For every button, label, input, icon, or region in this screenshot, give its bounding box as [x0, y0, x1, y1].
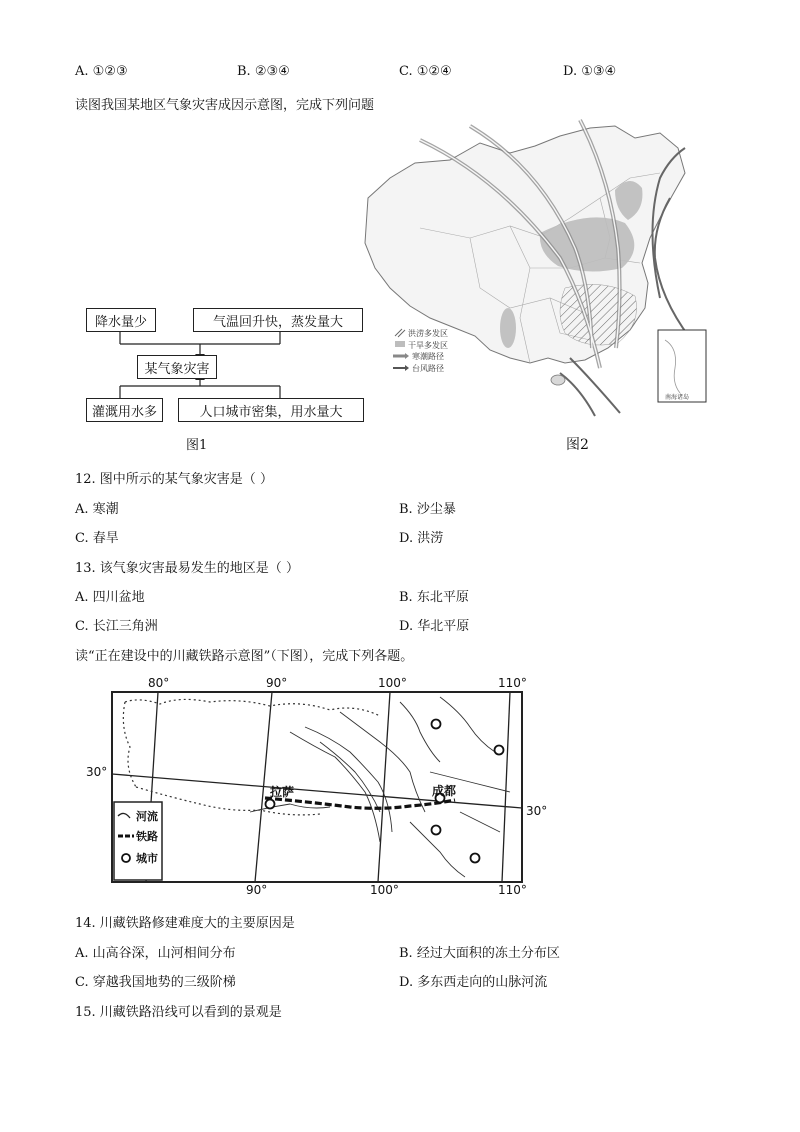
typhoon-path-3	[570, 358, 620, 413]
question-14-stem: 14. 川藏铁路修建难度大的主要原因是	[75, 916, 295, 931]
legend-drought-label: 干旱多发区	[408, 341, 448, 350]
prev-option-a: A. ①②③	[75, 64, 128, 79]
flow-box-disaster: 某气象灾害	[137, 355, 217, 379]
flow-box-irrigation: 灌溉用水多	[86, 398, 163, 422]
city-chengdu-label: 成都	[432, 784, 457, 798]
city-lhasa	[266, 800, 275, 809]
question-12-option-d: D. 洪涝	[399, 531, 444, 546]
flow-box-low-precipitation: 降水量少	[86, 308, 156, 332]
flow-box-fast-warming: 气温回升快，蒸发量大	[193, 308, 363, 332]
top-tick-110: 110°	[498, 676, 527, 690]
question-13-option-c: C. 长江三角洲	[75, 619, 158, 634]
question-14-option-a: A. 山高谷深，山河相间分布	[75, 946, 236, 961]
top-tick-100: 100°	[378, 676, 407, 690]
question-12-option-c: C. 春旱	[75, 531, 119, 546]
inset-label: 南海诸岛	[665, 394, 690, 401]
figure-2-caption: 图2	[566, 437, 589, 453]
city-lhasa-label: 拉萨	[270, 785, 295, 799]
hainan-island	[551, 375, 565, 385]
question-12-option-a: A. 寒潮	[75, 502, 119, 517]
typhoon-path-2	[655, 198, 690, 338]
city-marker-4	[471, 854, 480, 863]
railway-map	[80, 672, 560, 896]
question-15-stem: 15. 川藏铁路沿线可以看到的景观是	[75, 1005, 282, 1020]
drought-zone-southwest	[500, 308, 516, 348]
south-china-sea-inset	[658, 330, 706, 402]
intro-text-2: 读“正在建设中的川藏铁路示意图”（下图），完成下列各题。	[75, 649, 414, 664]
question-14-option-b: B. 经过大面积的冻土分布区	[399, 946, 560, 961]
question-12-stem: 12. 图中所示的某气象灾害是（ ）	[75, 472, 273, 487]
question-13-option-b: B. 东北平原	[399, 590, 469, 605]
prev-option-c: C. ①②④	[399, 64, 452, 79]
bottom-tick-100: 100°	[370, 883, 399, 896]
bottom-tick-90: 90°	[246, 883, 268, 896]
bottom-tick-110: 110°	[498, 883, 527, 896]
legend-railway-label: 铁路	[136, 830, 158, 843]
legend-typhoon-label: 台风路径	[412, 364, 444, 373]
prev-option-d: D. ①③④	[563, 64, 617, 79]
legend-cold-wave-label: 寒潮路径	[412, 352, 444, 361]
city-marker-2	[495, 746, 504, 755]
city-marker-3	[432, 826, 441, 835]
prev-option-b: B. ②③④	[237, 64, 290, 79]
flow-box-dense-cities: 人口城市密集，用水量大	[178, 398, 364, 422]
lat-tick-right: 30°	[526, 804, 548, 818]
legend-flood-label: 洪涝多发区	[408, 329, 448, 338]
city-marker-1	[432, 720, 441, 729]
question-14-option-d: D. 多东西走向的山脉河流	[399, 975, 548, 990]
question-13-option-d: D. 华北平原	[399, 619, 470, 634]
question-13-option-a: A. 四川盆地	[75, 590, 145, 605]
top-tick-90: 90°	[266, 676, 288, 690]
question-12-option-b: B. 沙尘暴	[399, 502, 456, 517]
lat-tick-left: 30°	[86, 765, 108, 779]
intro-text-1: 读图我国某地区气象灾害成因示意图，完成下列问题	[75, 98, 375, 113]
china-outline	[365, 126, 685, 363]
question-13-stem: 13. 该气象灾害最易发生的地区是（ ）	[75, 561, 299, 576]
legend-city-label: 城市	[136, 852, 158, 865]
figure-1-caption: 图1	[186, 438, 208, 453]
question-14-option-c: C. 穿越我国地势的三级阶梯	[75, 975, 236, 990]
flood-zone-south	[560, 284, 637, 345]
top-tick-80: 80°	[148, 676, 170, 690]
china-disaster-map	[360, 118, 710, 418]
legend-river-label: 河流	[136, 810, 158, 823]
